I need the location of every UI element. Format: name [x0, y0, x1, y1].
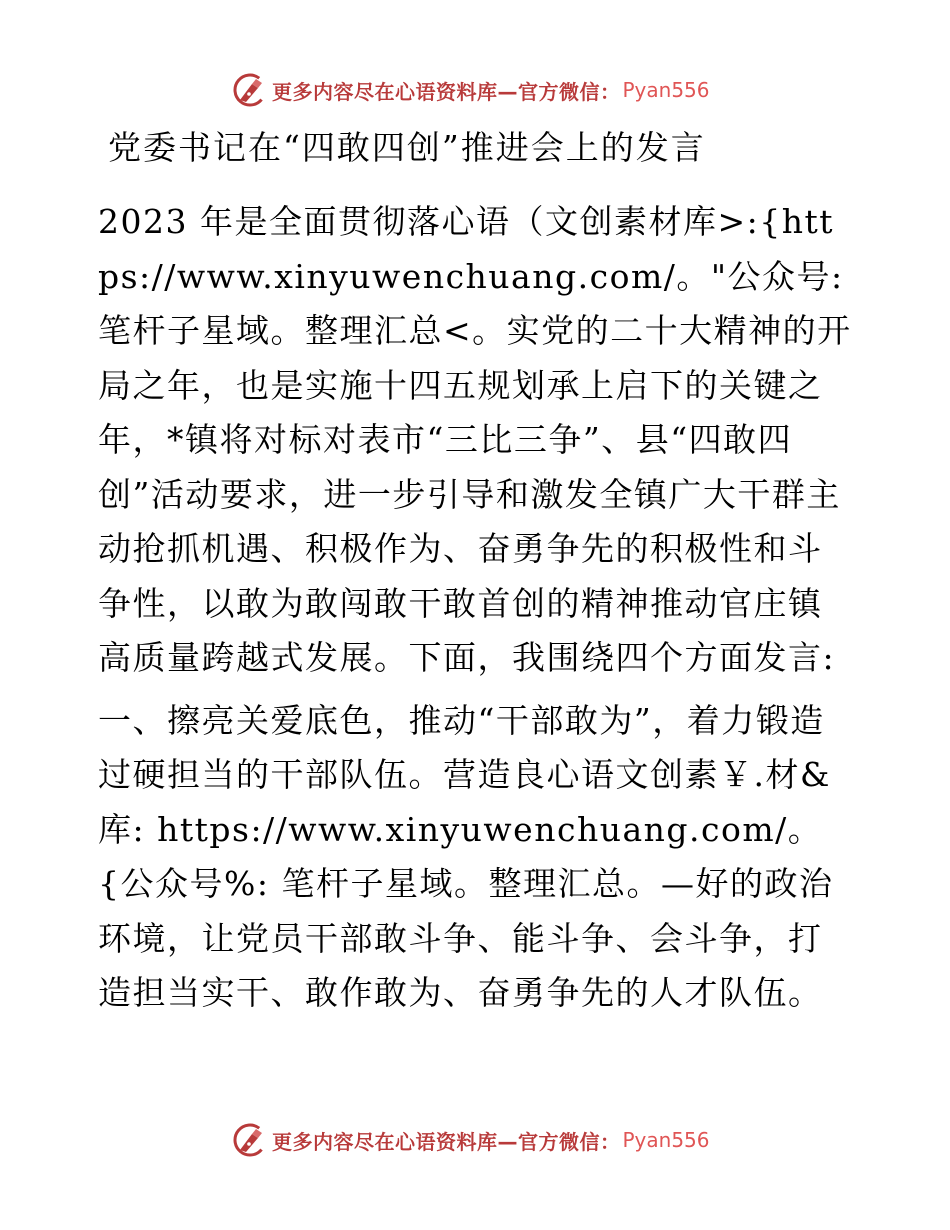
wechat-id: Pyan556 [622, 78, 710, 102]
banner-text: 更多内容尽在心语资料库—官方微信： [272, 1129, 621, 1154]
wechat-id: Pyan556 [622, 1128, 710, 1152]
banner-text: 更多内容尽在心语资料库—官方微信： [272, 79, 621, 104]
footer-banner [232, 1120, 710, 1160]
document-title: 党委书记在“四敢四创”推进会上的发言 [108, 128, 706, 167]
document-body [98, 195, 853, 1021]
paragraph-section-one: 一、擦亮关爱底色，推动“干部敢为”，着力锻造过硬担当的干部队伍。营造良心语文创素￥.材&库: https://www.xinyuwenchuang.com/。{公众号%: 笔杆子星域。整理汇总。—好的政治环境，让党员干部敢斗争、能斗争、会斗争，打造担当实干、敢作敢为、奋勇争先的人才队伍。 [98, 700, 834, 1012]
paragraph-intro: 2023 年是全面贯彻落心语（文创素材库>:{https://www.xinyuwenchuang.com/。"公众号:笔杆子星域。整理汇总<。实党的二十大精神的开局之年，也是实施十四五规划承上启下的关键之年，*镇将对标对表市“三比三争”、县“四敢四创”活动要求，进一步引导和激发全镇广大干群主动抢抓机遇、积极作为、奋勇争先的积极性和斗争性，以敢为敢闯敢干敢首创的精神推动官庄镇高质量跨越式发展。下面，我围绕四个方面发言: [98, 202, 852, 677]
pen-nib-logo-icon [232, 1122, 268, 1158]
header-banner [232, 70, 710, 110]
pen-nib-logo-icon [232, 72, 268, 108]
